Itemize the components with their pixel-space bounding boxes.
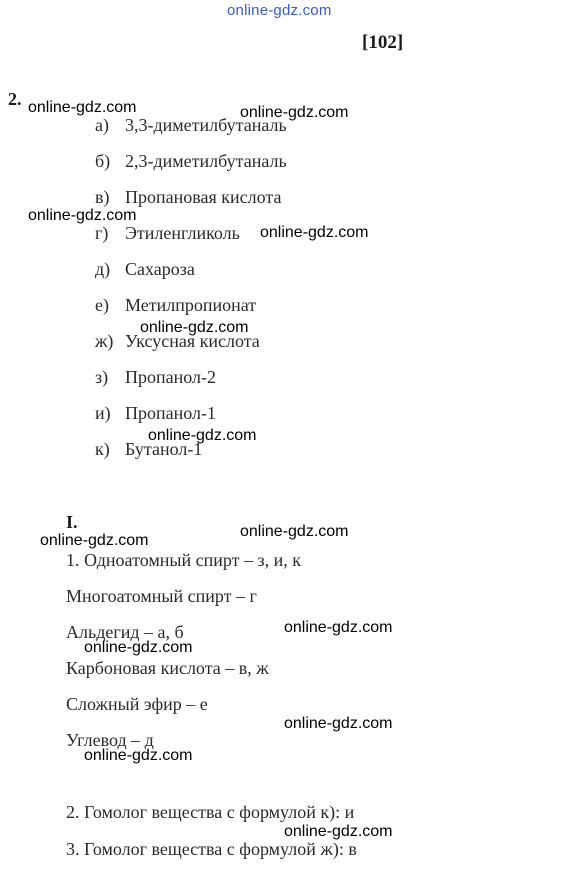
item-letter: ж): [95, 331, 114, 351]
watermark: online-gdz.com: [84, 747, 193, 764]
watermark: online-gdz.com: [240, 104, 349, 121]
answer-line: 1. Одноатомный спирт – з, и, к: [66, 550, 301, 570]
watermark: online-gdz.com: [40, 532, 149, 549]
watermark-top: online-gdz.com: [227, 2, 332, 19]
list-item: [95, 367, 216, 388]
list-item: [95, 259, 195, 280]
item-text: Бутанол-1: [125, 439, 203, 459]
item-text: Уксусная кислота: [125, 331, 260, 351]
item-letter: е): [95, 295, 109, 315]
item-text: Пропанол-1: [125, 403, 216, 423]
page-number: [102]: [362, 32, 404, 53]
list-item: [95, 403, 216, 424]
answer-line: Сложный эфир – е: [66, 694, 208, 714]
section-heading: I.: [66, 512, 78, 532]
task-number: 2.: [8, 89, 22, 109]
watermark: online-gdz.com: [240, 523, 349, 540]
watermark: online-gdz.com: [284, 715, 393, 732]
answer-line: Альдегид – а, б: [66, 622, 184, 642]
item-text: 3,3-диметилбутаналь: [125, 115, 287, 135]
answer-line: Карбоновая кислота – в, ж: [66, 658, 269, 678]
item-letter: к): [95, 439, 110, 459]
list-item: [95, 295, 256, 316]
watermark: online-gdz.com: [28, 99, 137, 116]
watermark: online-gdz.com: [28, 207, 137, 224]
item-text: Пропанол-2: [125, 367, 216, 387]
item-letter: и): [95, 403, 111, 423]
item-text: Сахароза: [125, 259, 195, 279]
list-item: [95, 187, 281, 208]
item-letter: г): [95, 223, 109, 243]
item-letter: в): [95, 187, 110, 207]
watermark: online-gdz.com: [140, 319, 249, 336]
list-item: [95, 223, 240, 244]
item-text: Этиленгликоль: [125, 223, 240, 243]
answer-line: Углевод – д: [66, 730, 154, 750]
watermark: online-gdz.com: [260, 224, 369, 241]
answer-line: 2. Гомолог вещества с формулой к): и: [66, 802, 355, 822]
item-letter: а): [95, 115, 109, 135]
watermark: online-gdz.com: [284, 823, 393, 840]
item-text: Пропановая кислота: [125, 187, 282, 207]
watermark: online-gdz.com: [84, 639, 193, 656]
list-item: [95, 151, 287, 172]
item-text: 2,3-диметилбутаналь: [125, 151, 287, 171]
answer-line: 3. Гомолог вещества с формулой ж): в: [66, 839, 357, 859]
item-letter: б): [95, 151, 111, 171]
watermark: online-gdz.com: [284, 619, 393, 636]
item-letter: д): [95, 259, 111, 279]
item-text: Метилпропионат: [125, 295, 257, 315]
item-letter: з): [95, 367, 109, 387]
watermark: online-gdz.com: [148, 427, 257, 444]
answer-line: Многоатомный спирт – г: [66, 586, 257, 606]
